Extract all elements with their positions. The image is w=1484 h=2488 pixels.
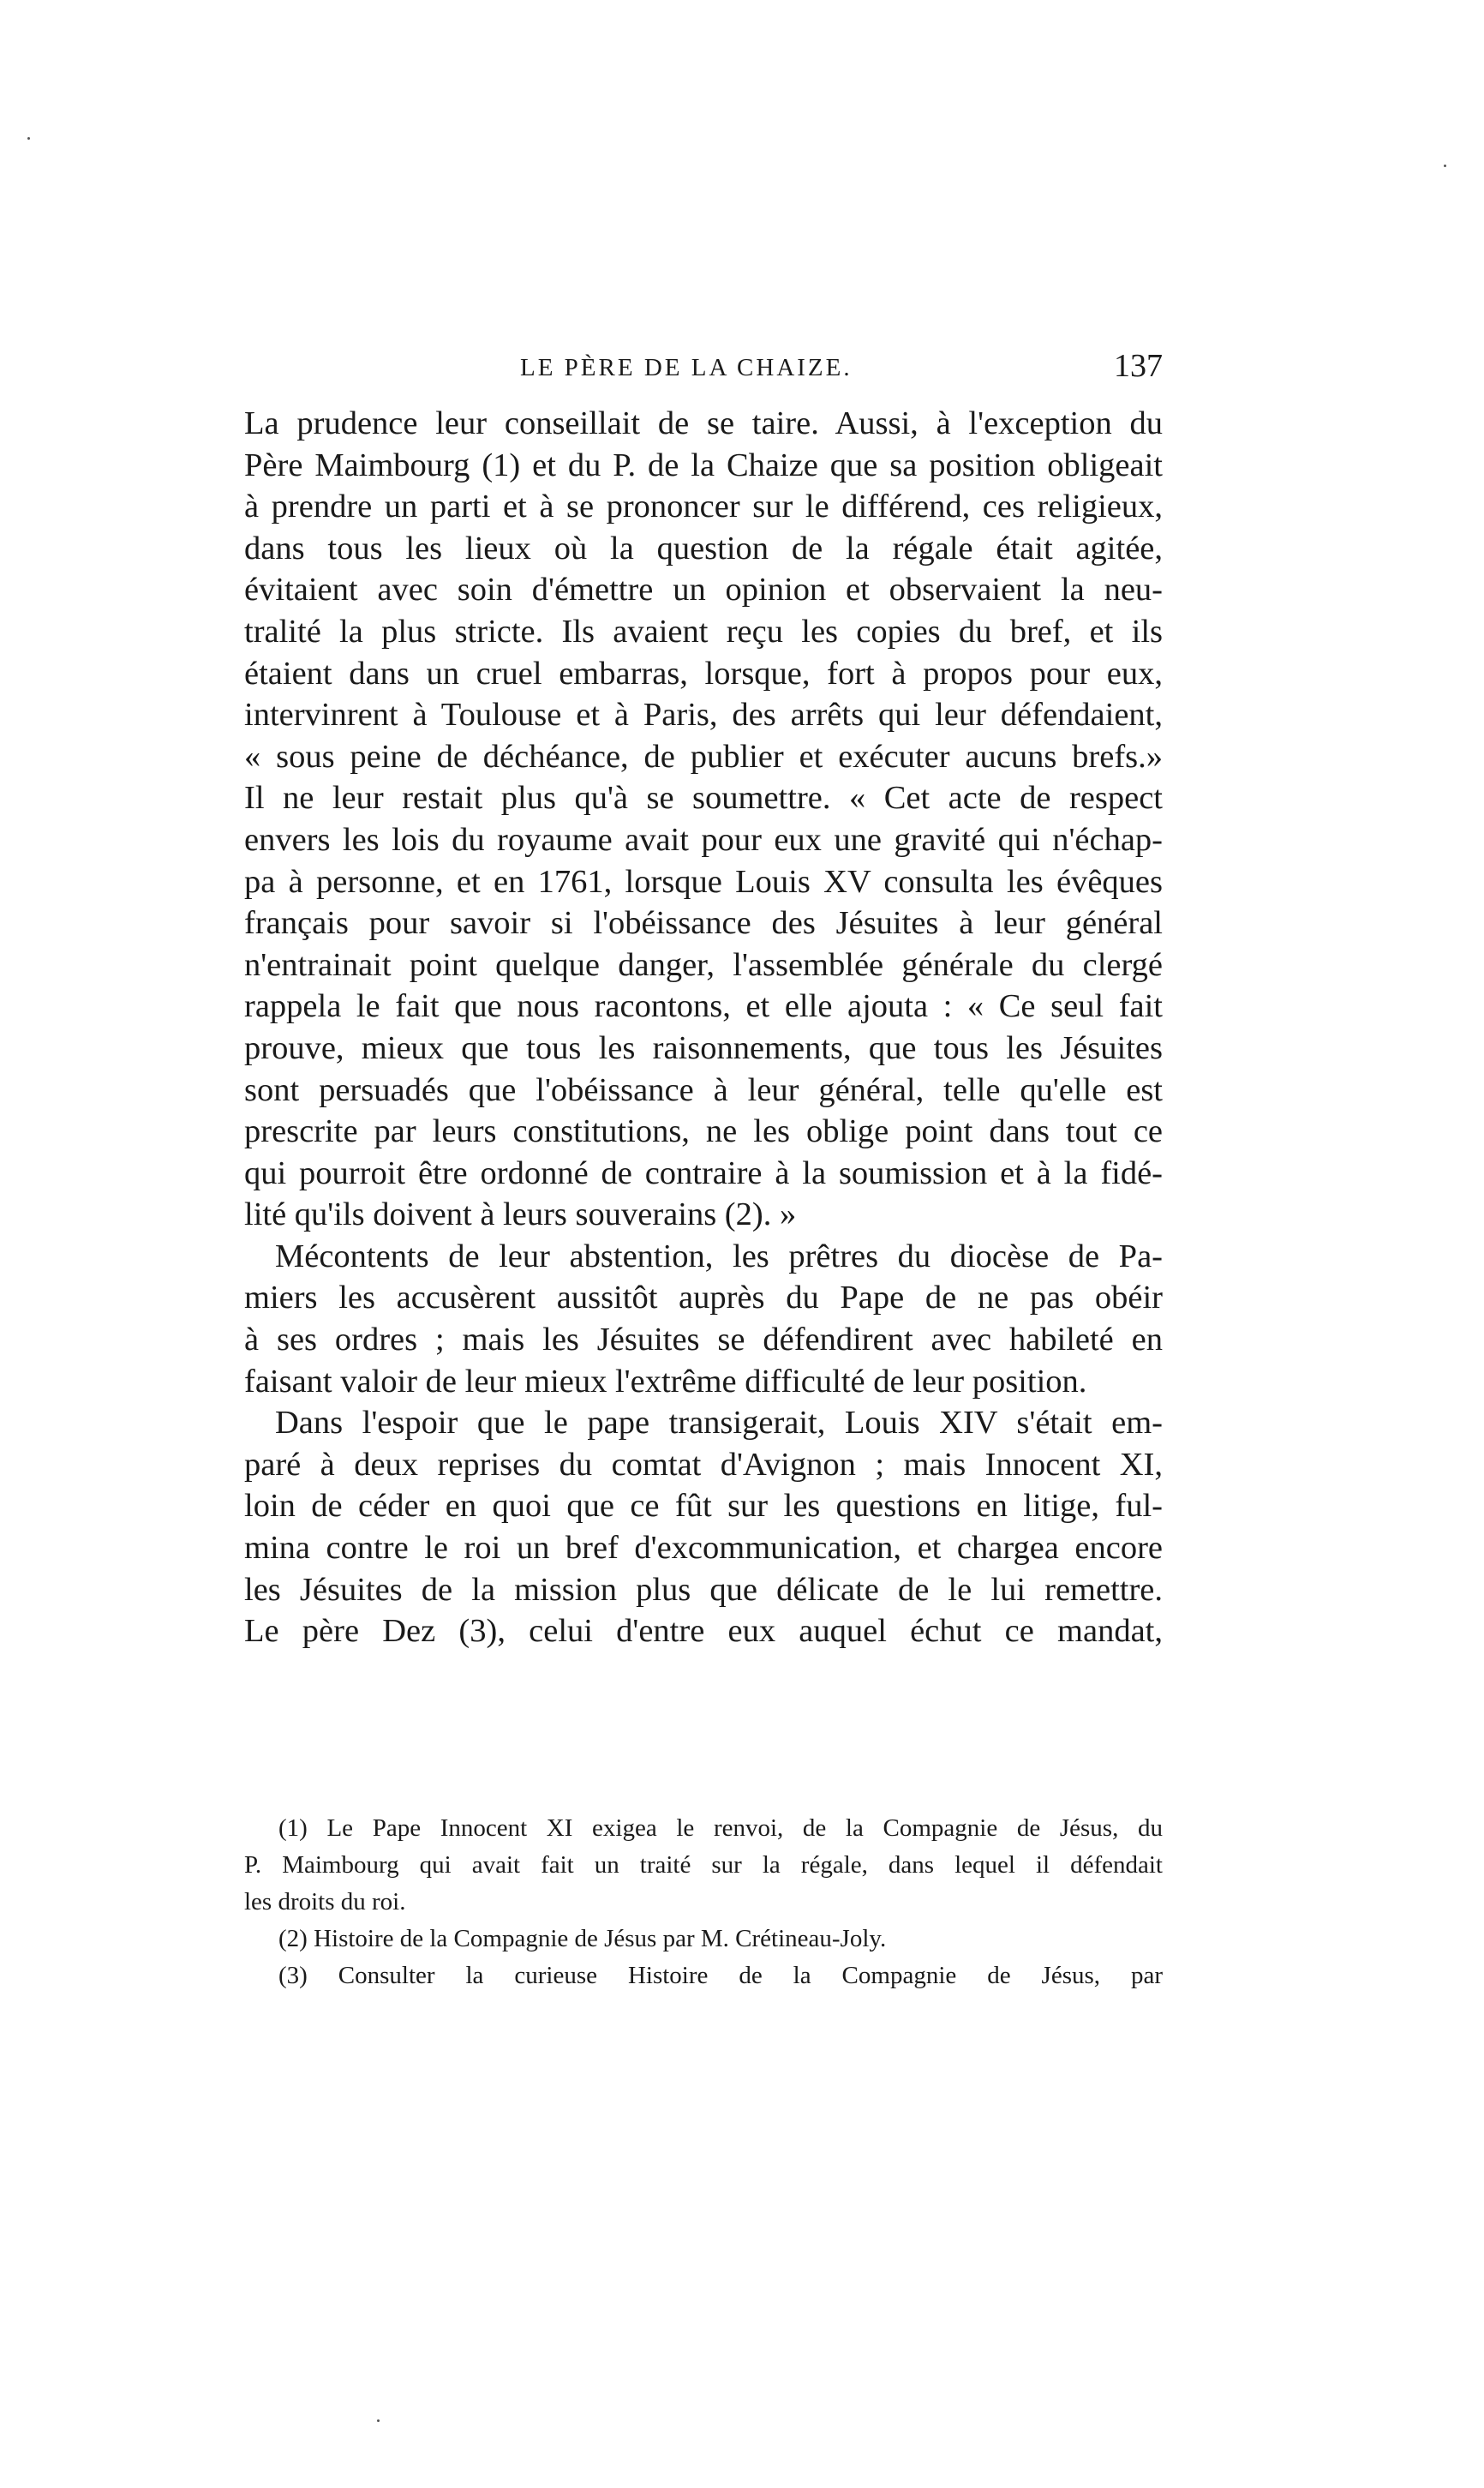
footnote-line: (1) Le Pape Innocent XI exigea le renvoi, de la Compagnie de Jésus, du bbox=[278, 1814, 1163, 1842]
text-line: qui pourroit être ordonné de contraire à la soumission et à la fidé- bbox=[244, 1154, 1163, 1191]
running-title: LE PÈRE DE LA CHAIZE. bbox=[520, 354, 853, 381]
paper-speck bbox=[1444, 165, 1446, 167]
text-line: « sous peine de déchéance, de publier et exécuter aucuns brefs.» bbox=[244, 738, 1163, 775]
footnote-line: (3) Consulter la curieuse Histoire de la Compagnie de Jésus, par bbox=[278, 1962, 1163, 1989]
text-line: envers les lois du royaume avait pour eux une gravité qui n'échap- bbox=[244, 821, 1163, 858]
text-line: faisant valoir de leur mieux l'extrême difficulté de leur position. bbox=[244, 1363, 1087, 1400]
text-line: pa à personne, et en 1761, lorsque Louis XV consulta les évêques bbox=[244, 863, 1163, 900]
text-line: les Jésuites de la mission plus que délicate de le lui remettre. bbox=[244, 1571, 1163, 1608]
footnote-line: les droits du roi. bbox=[244, 1888, 406, 1915]
text-line: étaient dans un cruel embarras, lorsque, fort à propos pour eux, bbox=[244, 655, 1163, 692]
text-line: sont persuadés que l'obéissance à leur général, telle qu'elle est bbox=[244, 1071, 1163, 1108]
text-line: Le père Dez (3), celui d'entre eux auquel échut ce mandat, bbox=[244, 1613, 1163, 1650]
text-line: dans tous les lieux où la question de la régale était agitée, bbox=[244, 530, 1163, 567]
text-line: rappela le fait que nous racontons, et elle ajouta : « Ce seul fait bbox=[244, 988, 1163, 1025]
text-line: La prudence leur conseillait de se taire. Aussi, à l'exception du bbox=[244, 405, 1163, 441]
text-line: Père Maimbourg (1) et du P. de la Chaize que sa position obligeait bbox=[244, 447, 1163, 483]
text-line: à ses ordres ; mais les Jésuites se défendirent avec habileté en bbox=[244, 1322, 1163, 1358]
body-text bbox=[244, 403, 1163, 1652]
text-line: paré à deux reprises du comtat d'Avignon ; mais Innocent XI, bbox=[244, 1446, 1163, 1483]
text-line: loin de céder en quoi que ce fût sur les questions en litige, ful- bbox=[244, 1488, 1163, 1525]
paper-speck bbox=[27, 137, 30, 140]
text-line: évitaient avec soin d'émettre un opinion et observaient la neu- bbox=[244, 572, 1163, 609]
text-line: Il ne leur restait plus qu'à se soumettre. « Cet acte de respect bbox=[244, 780, 1163, 817]
text-line: français pour savoir si l'obéissance des Jésuites à leur général bbox=[244, 905, 1163, 942]
text-line: tralité la plus stricte. Ils avaient reçu les copies du bref, et ils bbox=[244, 613, 1163, 650]
page-header bbox=[244, 347, 1163, 399]
text-line: mina contre le roi un bref d'excommunication, et chargea encore bbox=[244, 1530, 1163, 1567]
paper-speck bbox=[377, 2419, 380, 2422]
footnote-line: P. Maimbourg qui avait fait un traité sur la régale, dans lequel il défendait bbox=[244, 1851, 1163, 1879]
footnotes bbox=[244, 1810, 1163, 1994]
text-line: Dans l'espoir que le pape transigerait, Louis XIV s'était em- bbox=[275, 1405, 1163, 1442]
footnote-line: (2) Histoire de la Compagnie de Jésus par M. Crétineau-Joly. bbox=[278, 1925, 887, 1952]
text-line: lité qu'ils doivent à leurs souverains (2). » bbox=[244, 1196, 797, 1233]
text-line: miers les accusèrent aussitôt auprès du Pape de ne pas obéir bbox=[244, 1280, 1163, 1316]
text-line: intervinrent à Toulouse et à Paris, des arrêts qui leur défendaient, bbox=[244, 697, 1163, 734]
text-line: Mécontents de leur abstention, les prêtres du diocèse de Pa- bbox=[275, 1238, 1163, 1274]
text-line: n'entrainait point quelque danger, l'assemblée générale du clergé bbox=[244, 946, 1163, 983]
page-number: 137 bbox=[1114, 348, 1163, 384]
text-line: à prendre un parti et à se prononcer sur le différend, ces religieux, bbox=[244, 489, 1163, 525]
text-line: prouve, mieux que tous les raisonnements, que tous les Jésuites bbox=[244, 1029, 1163, 1066]
text-line: prescrite par leurs constitutions, ne les oblige point dans tout ce bbox=[244, 1113, 1163, 1150]
